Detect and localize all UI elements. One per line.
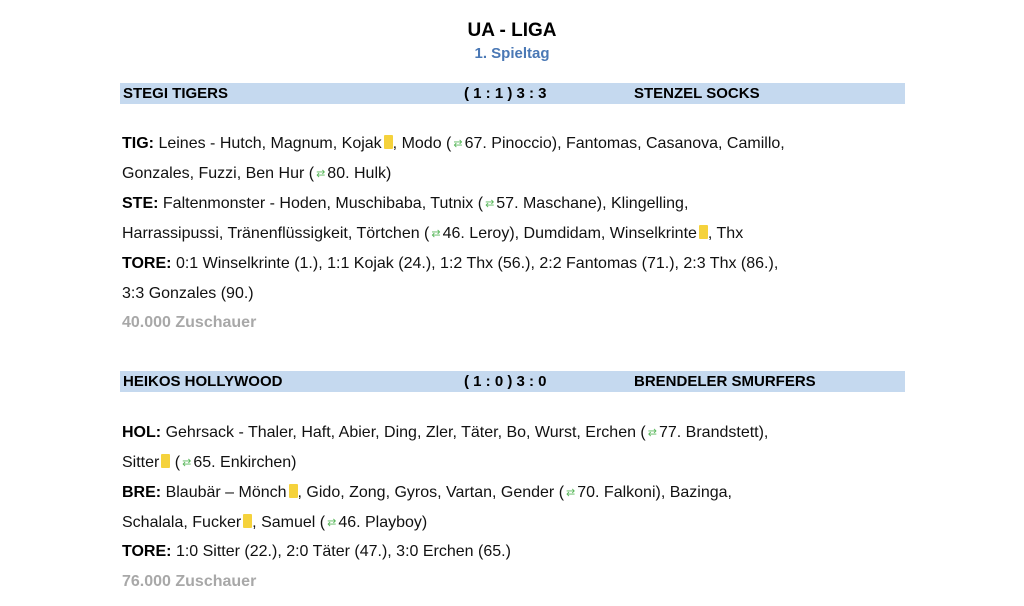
substitution-icon: ⇄ (647, 427, 657, 439)
substitution-icon: ⇄ (327, 517, 337, 529)
lineup-text: Schalala, Fucker (122, 514, 242, 531)
goals-text: 3:3 Gonzales (90.) (122, 285, 254, 302)
goals-text: 0:1 Winselkrinte (1.), 1:1 Kojak (24.), 1:2 Thx (56.), 2:2 Fantomas (71.), 2:3 Thx (86.), (175, 255, 779, 272)
away-team: STENZEL SOCKS (634, 85, 760, 102)
team-code: BRE: (122, 484, 162, 501)
substitution-icon: ⇄ (431, 228, 441, 240)
lineup-text: 46. Playboy) (338, 514, 428, 531)
goals-label: TORE: (122, 255, 172, 272)
substitution-icon: ⇄ (485, 198, 495, 210)
goals-line (122, 542, 511, 562)
lineup-text: 65. Enkirchen) (193, 454, 297, 471)
lineup-text: Sitter (122, 454, 160, 471)
substitution-icon: ⇄ (566, 487, 576, 499)
lineup-text: ( (174, 454, 181, 471)
lineup-text: 67. Pinoccio), Fantomas, Casanova, Camillo, (464, 135, 785, 152)
away-lineup-line (122, 224, 743, 244)
home-team: HEIKOS HOLLYWOOD (123, 373, 283, 390)
lineup-text: Faltenmonster - Hoden, Muschibaba, Tutnix ( (162, 195, 484, 212)
yellow-card-icon (699, 225, 708, 239)
away-lineup-line (122, 483, 732, 503)
home-lineup-line (122, 134, 785, 154)
lineup-text: Leines - Hutch, Magnum, Kojak (158, 135, 382, 152)
page-title: UA - LIGA (467, 20, 557, 41)
goals-line (122, 254, 778, 274)
lineup-text: Gonzales, Fuzzi, Ben Hur ( (122, 165, 315, 182)
spectator-count: 40.000 Zuschauer (122, 314, 257, 331)
away-lineup-line (122, 194, 688, 214)
home-lineup-line (122, 164, 391, 184)
yellow-card-icon (243, 514, 252, 528)
lineup-text: 46. Leroy), Dumdidam, Winselkrinte (442, 225, 697, 242)
lineup-text: Harrassipussi, Tränenflüssigkeit, Törtchen ( (122, 225, 430, 242)
match-score: ( 1 : 0 ) 3 : 0 (464, 373, 547, 390)
goals-line (122, 284, 254, 304)
yellow-card-icon (384, 135, 393, 149)
match-header (120, 371, 905, 392)
away-team: BRENDELER SMURFERS (634, 373, 816, 390)
substitution-icon: ⇄ (316, 168, 326, 180)
lineup-text: , Modo ( (392, 135, 452, 152)
lineup-text: 77. Brandstett), (658, 424, 769, 441)
team-code: TIG: (122, 135, 154, 152)
home-lineup-line (122, 423, 768, 443)
lineup-text: , Thx (707, 225, 744, 242)
goals-text: 1:0 Sitter (22.), 2:0 Täter (47.), 3:0 Erchen (65.) (175, 543, 511, 560)
lineup-text: 57. Maschane), Klingelling, (496, 195, 689, 212)
spectator-count: 76.000 Zuschauer (122, 573, 257, 590)
home-lineup-line (122, 453, 297, 473)
team-code: STE: (122, 195, 159, 212)
match-header (120, 83, 905, 104)
substitution-icon: ⇄ (453, 138, 463, 150)
yellow-card-icon (289, 484, 298, 498)
lineup-text: 70. Falkoni), Bazinga, (577, 484, 732, 501)
home-team: STEGI TIGERS (123, 85, 229, 102)
yellow-card-icon (161, 454, 170, 468)
lineup-text: Blaubär – Mönch (165, 484, 287, 501)
lineup-text: 80. Hulk) (327, 165, 392, 182)
lineup-text: Gehrsack - Thaler, Haft, Abier, Ding, Zler, Täter, Bo, Wurst, Erchen ( (165, 424, 646, 441)
substitution-icon: ⇄ (182, 457, 192, 469)
goals-label: TORE: (122, 543, 172, 560)
lineup-text: , Gido, Zong, Gyros, Vartan, Gender ( (297, 484, 565, 501)
away-lineup-line (122, 513, 427, 533)
lineup-text: , Samuel ( (252, 514, 326, 531)
page-subtitle: 1. Spieltag (474, 45, 550, 62)
team-code: HOL: (122, 424, 162, 441)
match-score: ( 1 : 1 ) 3 : 3 (464, 85, 547, 102)
